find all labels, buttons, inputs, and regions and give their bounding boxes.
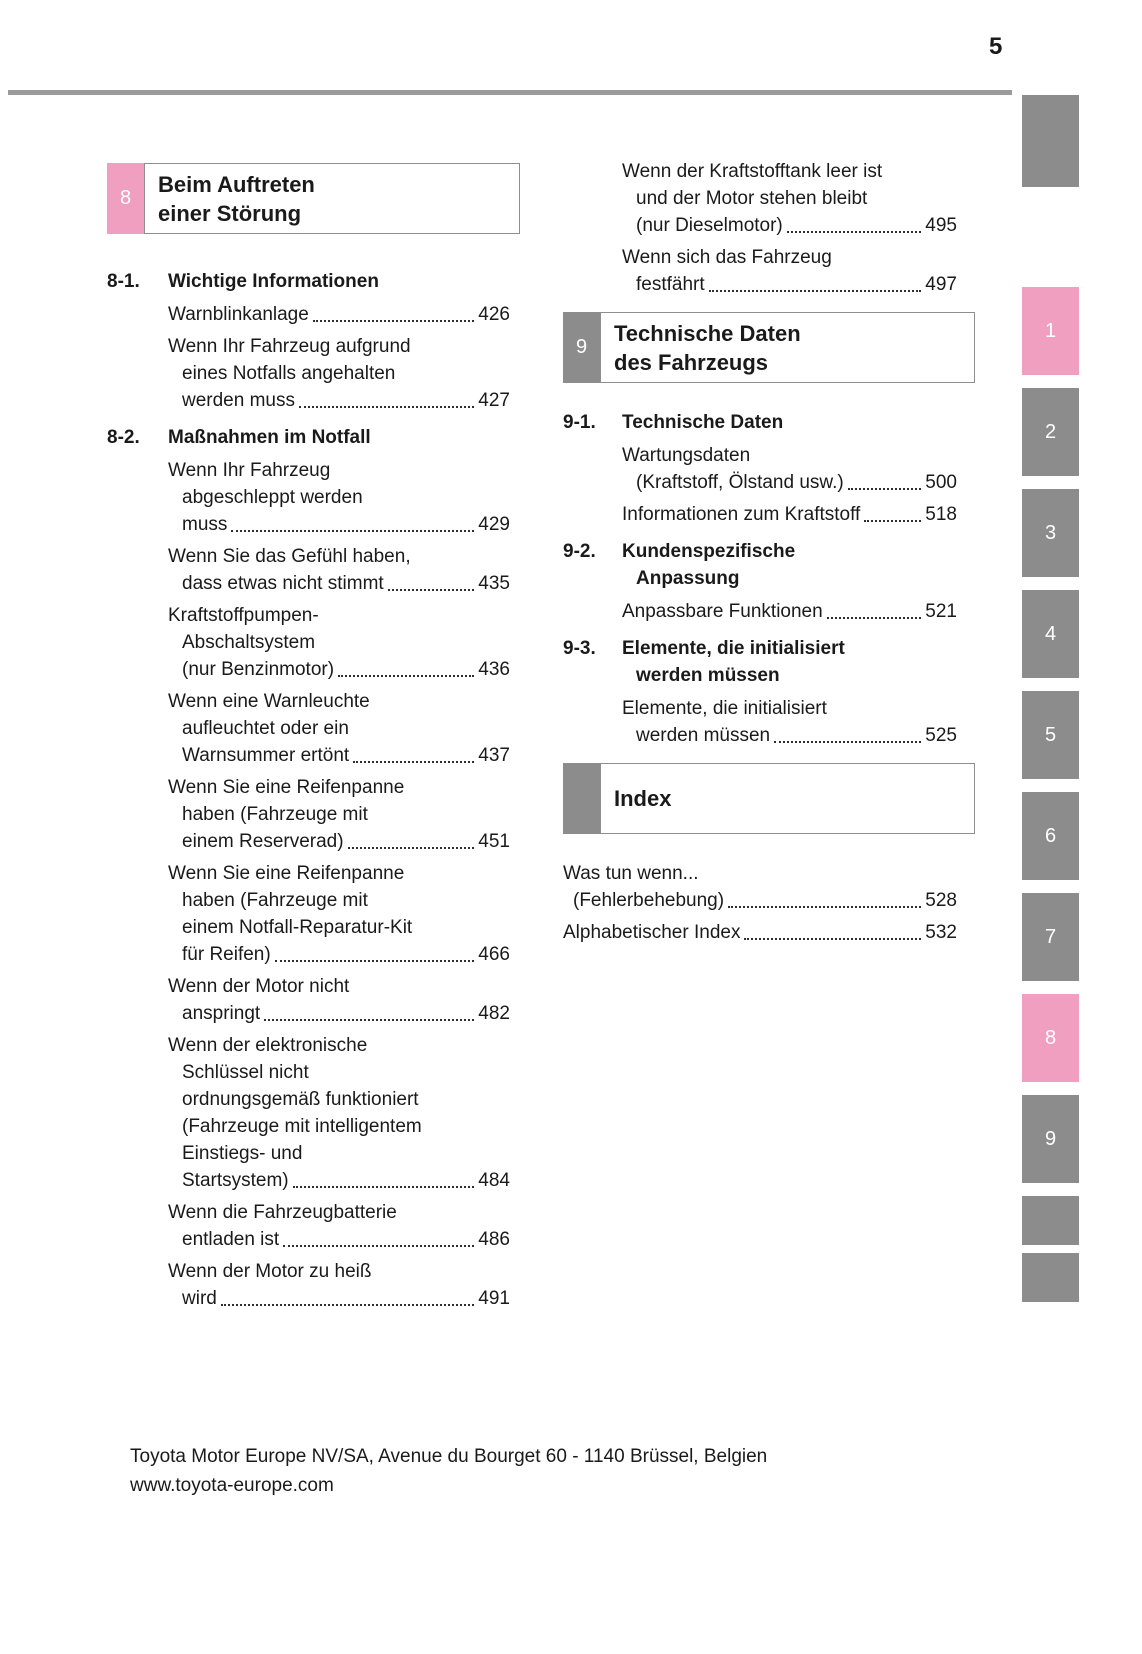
dot-leader: [271, 941, 479, 968]
toc-entry-line: [168, 1167, 510, 1194]
chapter-tab-7: [1022, 893, 1079, 981]
toc-entry-line: Was tun wenn...: [563, 863, 699, 884]
toc-entry: [168, 457, 510, 538]
chapter-header-8: [107, 163, 520, 234]
page-ref: 451: [478, 831, 510, 852]
toc-entry-line: [622, 212, 957, 239]
chapter-number: 8: [107, 163, 144, 234]
toc-entry-line: Wenn der Motor zu heiß: [168, 1261, 372, 1282]
chapter-tab-1: [1022, 287, 1079, 375]
toc-left-column: [107, 163, 520, 1317]
toc-entry: [168, 774, 510, 855]
section-label: 9-2.: [563, 541, 596, 562]
toc-entry-line: [168, 1285, 510, 1312]
entry-text: einem Reserverad): [182, 831, 344, 852]
toc-entry-line: [622, 271, 957, 298]
section-label: 9-1.: [563, 412, 596, 433]
chapter-tab-label: 5: [1044, 723, 1057, 746]
toc-right-column: [563, 158, 975, 951]
entry-text: (nur Dieselmotor): [636, 215, 783, 236]
page-ref: 532: [925, 922, 957, 943]
page-ref: 427: [478, 390, 510, 411]
entry-text: (Fehlerbehebung): [573, 890, 725, 911]
toc-entry-line: ordnungsgemäß funktioniert: [182, 1089, 419, 1110]
section-heading-9-1: [563, 409, 975, 436]
toc-entry-line: Wenn sich das Fahrzeug: [622, 247, 832, 268]
toc-entry: [563, 860, 957, 914]
entry-text: Warnblinkanlage: [168, 304, 309, 325]
toc-entry: [168, 973, 510, 1027]
toc-entry: [622, 158, 957, 239]
toc-entry-line: [168, 301, 510, 328]
toc-entry-line: Einstiegs- und: [182, 1143, 303, 1164]
chapter-tab-2: [1022, 388, 1079, 476]
toc-entry-line: [622, 469, 957, 496]
toc-entry: [168, 1032, 510, 1194]
toc-entry-line: [168, 387, 510, 414]
chapter-tab-5: [1022, 691, 1079, 779]
dot-leader: [384, 570, 479, 597]
toc-entry-line: und der Motor stehen bleibt: [636, 188, 868, 209]
page-ref: 484: [478, 1170, 510, 1191]
page-ref: 491: [478, 1288, 510, 1309]
toc-entry-line: Wenn der Motor nicht: [168, 976, 350, 997]
page-ref: 482: [478, 1003, 510, 1024]
section-title: [622, 635, 845, 689]
chapter-tab-6: [1022, 792, 1079, 880]
toc-entry: [168, 860, 510, 968]
dot-leader: [260, 1000, 478, 1027]
chapter-number: 9: [563, 312, 600, 383]
dot-leader: [705, 271, 926, 298]
dot-leader: [227, 511, 478, 538]
blank-tab: [1022, 95, 1079, 187]
entry-text: wird: [182, 1288, 217, 1309]
page-ref: 429: [478, 514, 510, 535]
toc-entry-line: [622, 722, 957, 749]
toc-entry-line: haben (Fahrzeuge mit: [182, 890, 368, 911]
toc-entry: [622, 598, 957, 625]
section-title-line: Maßnahmen im Notfall: [168, 427, 371, 448]
dot-leader: [279, 1226, 478, 1253]
section-title-line: Elemente, die initialisiert: [622, 638, 845, 659]
section-heading-8-2: [107, 424, 520, 451]
page-ref: 495: [925, 215, 957, 236]
entry-text: festfährt: [636, 274, 705, 295]
section-label: 9-3.: [563, 638, 596, 659]
toc-entry: [622, 244, 957, 298]
toc-entry-line: Wenn die Fahrzeugbatterie: [168, 1202, 397, 1223]
chapter-title-line: einer Störung: [158, 200, 302, 226]
toc-entry-line: Wenn Sie eine Reifenpanne: [168, 863, 405, 884]
entry-text: entladen ist: [182, 1229, 280, 1250]
dot-leader: [770, 722, 925, 749]
entry-text: Informationen zum Kraftstoff: [622, 504, 861, 525]
toc-entry-line: Wenn Sie eine Reifenpanne: [168, 777, 405, 798]
chapter-tab-label: 3: [1044, 521, 1057, 544]
dot-leader: [295, 387, 478, 414]
entry-text: Warnsummer ertönt: [182, 745, 350, 766]
toc-entry-line: [622, 501, 957, 528]
toc-entry: [622, 501, 957, 528]
toc-entry-line: [168, 511, 510, 538]
entry-text: (nur Benzinmotor): [182, 659, 335, 680]
publisher-website: www.toyota-europe.com: [130, 1475, 334, 1496]
page-ref: 521: [925, 601, 957, 622]
toc-entry-line: [563, 887, 957, 914]
toc-entry-line: [168, 656, 510, 683]
dot-leader: [860, 501, 925, 528]
page-ref: 497: [925, 274, 957, 295]
entry-text: Alphabetischer Index: [563, 922, 741, 943]
chapter-header-9: [563, 312, 975, 383]
chapter-tab-3: [1022, 489, 1079, 577]
entry-text: für Reifen): [182, 944, 271, 965]
section-title: [168, 424, 371, 451]
toc-entry-line: Elemente, die initialisiert: [622, 698, 827, 719]
entry-text: (Kraftstoff, Ölstand usw.): [636, 472, 844, 493]
toc-entry-line: [168, 941, 510, 968]
dot-leader: [740, 919, 925, 946]
toc-entry-line: aufleuchtet oder ein: [182, 718, 349, 739]
toc-entry: [168, 301, 510, 328]
chapter-title: [144, 163, 520, 234]
toc-entry: [622, 442, 957, 496]
toc-entry-line: Schlüssel nicht: [182, 1062, 309, 1083]
dot-leader: [289, 1167, 479, 1194]
dot-leader: [217, 1285, 478, 1312]
dot-leader: [783, 212, 926, 239]
toc-entry-line: haben (Fahrzeuge mit: [182, 804, 368, 825]
section-title: [622, 409, 783, 436]
dot-leader: [334, 656, 478, 683]
entry-text: Startsystem): [182, 1170, 289, 1191]
toc-entry-line: Wenn Sie das Gefühl haben,: [168, 546, 411, 567]
section-title-line: Anpassung: [636, 568, 740, 589]
blank-tab: [1022, 1196, 1079, 1245]
dot-leader: [349, 742, 478, 769]
toc-entry-line: [168, 828, 510, 855]
entry-text: dass etwas nicht stimmt: [182, 573, 384, 594]
toc-entry-line: [563, 919, 957, 946]
dot-leader: [724, 887, 925, 914]
chapter-title: [600, 763, 975, 834]
section-label: 8-1.: [107, 271, 140, 292]
entry-text: anspringt: [182, 1003, 261, 1024]
section-title-line: Kundenspezifische: [622, 541, 796, 562]
toc-entry: [168, 1258, 510, 1312]
publisher-address: Toyota Motor Europe NV/SA, Avenue du Bourget 60 - 1140 Brüssel, Belgien: [130, 1446, 768, 1467]
chapter-tab-label: 9: [1044, 1127, 1057, 1150]
toc-entry-line: abgeschleppt werden: [182, 487, 363, 508]
top-rule: [8, 90, 1012, 95]
toc-entry-line: [622, 598, 957, 625]
blank-tab: [1022, 1253, 1079, 1302]
chapter-tab-9: [1022, 1095, 1079, 1183]
entry-text: Anpassbare Funktionen: [622, 601, 823, 622]
toc-entry-line: Wenn Ihr Fahrzeug aufgrund: [168, 336, 411, 357]
chapter-tab-label: 6: [1044, 824, 1057, 847]
entry-text: werden muss: [182, 390, 295, 411]
dot-leader: [823, 598, 926, 625]
toc-entry: [168, 602, 510, 683]
dot-leader: [309, 301, 478, 328]
chapter-tab-label: 1: [1044, 319, 1057, 342]
page-ref: 518: [925, 504, 957, 525]
page-ref: 426: [478, 304, 510, 325]
section-label: 8-2.: [107, 427, 140, 448]
dot-leader: [844, 469, 926, 496]
section-heading-8-1: [107, 268, 520, 295]
page-number: 5: [989, 33, 1003, 60]
entry-text: muss: [182, 514, 228, 535]
toc-entry: [168, 1199, 510, 1253]
chapter-tab-label: 4: [1044, 622, 1057, 645]
toc-entry: [168, 688, 510, 769]
page-ref: 437: [478, 745, 510, 766]
chapter-tab-label: 8: [1044, 1026, 1057, 1049]
toc-entry-line: [168, 742, 510, 769]
index-marker: [563, 763, 600, 834]
toc-entry-line: Wenn eine Warnleuchte: [168, 691, 370, 712]
toc-entry-line: [168, 1000, 510, 1027]
toc-entry-line: (Fahrzeuge mit intelligentem: [182, 1116, 422, 1137]
page-ref: 435: [478, 573, 510, 594]
section-title-line: werden müssen: [636, 665, 780, 686]
toc-entry-line: Wenn der elektronische: [168, 1035, 368, 1056]
chapter-title-line: Index: [614, 786, 672, 811]
chapter-tab-8: [1022, 994, 1079, 1082]
page-ref: 528: [925, 890, 957, 911]
section-title-line: Wichtige Informationen: [168, 271, 379, 292]
page-ref: 436: [478, 659, 510, 680]
toc-entry: [622, 695, 957, 749]
section-title: [622, 538, 795, 592]
toc-entry-line: Wenn der Kraftstofftank leer ist: [622, 161, 883, 182]
page-ref: 500: [925, 472, 957, 493]
chapter-tab-label: 2: [1044, 420, 1057, 443]
toc-entry: [168, 333, 510, 414]
toc-entry-line: eines Notfalls angehalten: [182, 363, 396, 384]
chapter-tab-4: [1022, 590, 1079, 678]
section-heading-9-3: [563, 635, 975, 689]
toc-entry-line: Kraftstoffpumpen-: [168, 605, 319, 626]
toc-entry-line: Wartungsdaten: [622, 445, 751, 466]
section-title-line: Technische Daten: [622, 412, 784, 433]
chapter-title: [600, 312, 975, 383]
page-ref: 466: [478, 944, 510, 965]
toc-entry-line: [168, 1226, 510, 1253]
chapter-title-line: Technische Daten: [614, 320, 801, 346]
toc-entry-line: einem Notfall-Reparatur-Kit: [182, 917, 413, 938]
section-heading-9-2: [563, 538, 975, 592]
chapter-tab-label: 7: [1044, 925, 1057, 948]
toc-entry: [563, 919, 957, 946]
page-ref: 486: [478, 1229, 510, 1250]
chapter-title-line: Beim Auftreten: [158, 171, 315, 197]
chapter-title-line: des Fahrzeugs: [614, 349, 769, 375]
toc-entry-line: Wenn Ihr Fahrzeug: [168, 460, 331, 481]
publisher-footer: [130, 1442, 767, 1500]
index-header: [563, 763, 975, 834]
dot-leader: [344, 828, 479, 855]
page-ref: 525: [925, 725, 957, 746]
entry-text: werden müssen: [636, 725, 771, 746]
toc-entry-line: [168, 570, 510, 597]
toc-entry-line: Abschaltsystem: [182, 632, 316, 653]
toc-entry: [168, 543, 510, 597]
section-title: [168, 268, 379, 295]
